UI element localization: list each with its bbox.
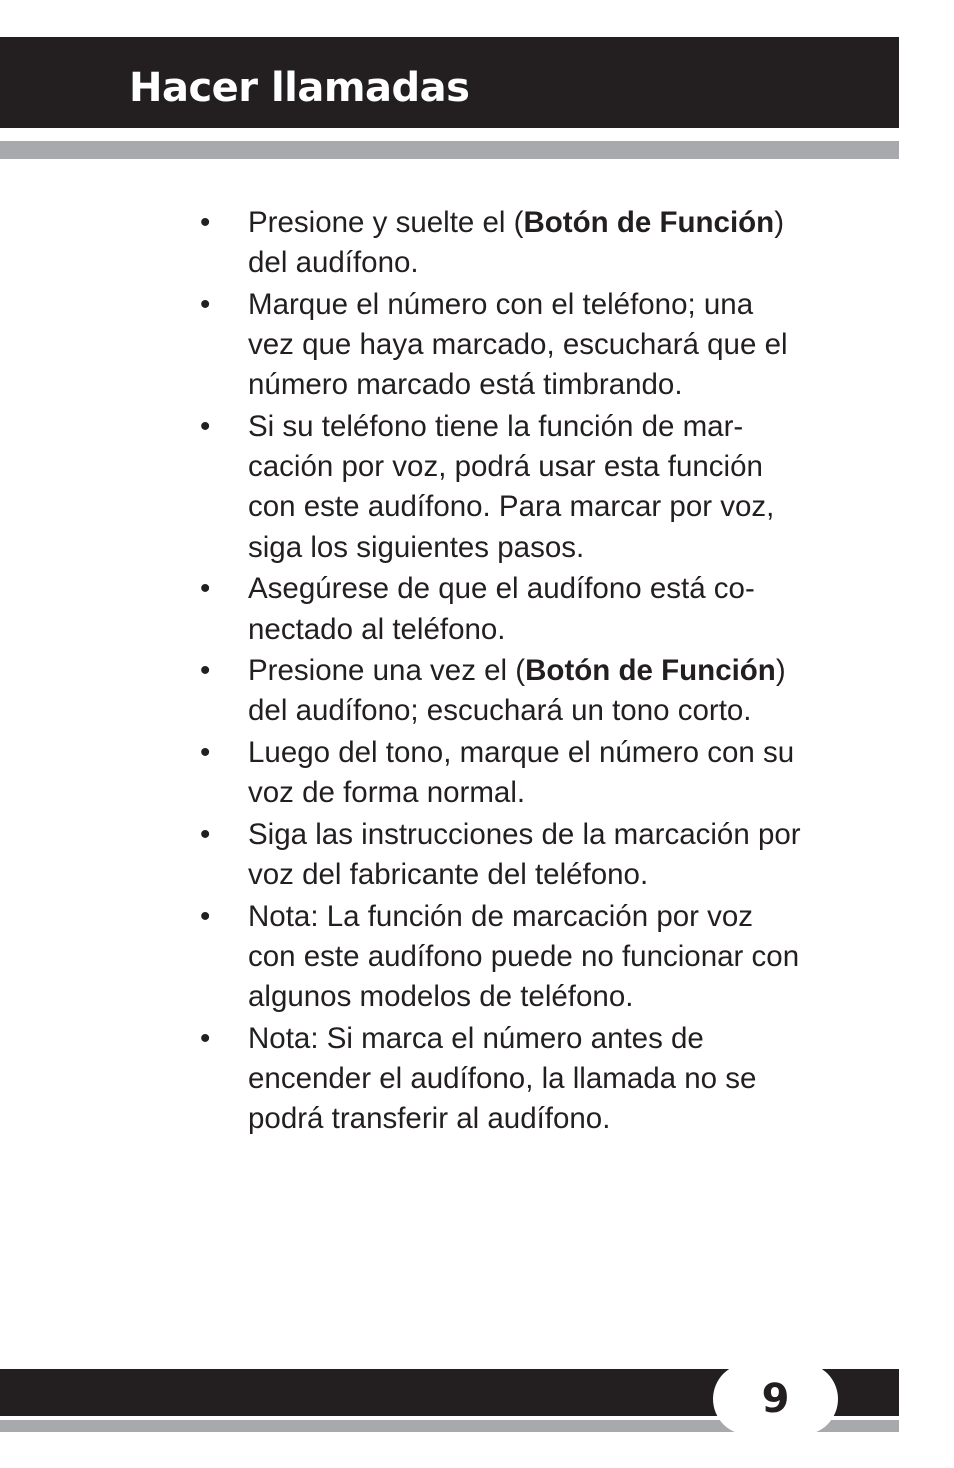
bullet-dot: • <box>200 410 211 444</box>
instruction-list <box>197 203 899 1141</box>
header-divider <box>0 141 899 159</box>
item-text-line: Nota: La función de marcación por voz <box>248 899 754 933</box>
list-item <box>197 651 899 731</box>
item-text-line: con este audífono puede no funcionar con <box>248 940 800 974</box>
list-item <box>197 815 899 895</box>
item-text-line: cación por voz, podrá usar esta función <box>248 450 763 484</box>
bullet-dot: • <box>200 572 211 606</box>
item-text-line: nectado al teléfono. <box>248 612 506 646</box>
item-text-line: vez que haya marcado, escuchará que el <box>248 328 788 362</box>
function-button-label: Botón de Función <box>525 654 776 688</box>
function-button-label: Botón de Función <box>523 206 775 239</box>
bullet-dot: • <box>200 287 211 321</box>
list-item <box>197 407 899 568</box>
page-number-badge <box>713 1363 838 1435</box>
list-item <box>197 1019 899 1140</box>
item-text-line: del audífono; escuchará un tono corto. <box>248 694 752 728</box>
list-item <box>197 569 899 649</box>
item-text-line <box>248 203 899 243</box>
bullet-dot: • <box>200 654 211 688</box>
item-text-line: del audífono. <box>248 246 419 280</box>
item-text-line: voz del fabricante del teléfono. <box>248 858 649 892</box>
list-item <box>197 285 899 406</box>
text-fragment: ) <box>775 654 786 688</box>
item-text-line <box>248 651 899 691</box>
page-number: 9 <box>761 1376 790 1422</box>
page-title: Hacer llamadas <box>129 65 470 111</box>
bullet-dot: • <box>200 1022 211 1056</box>
item-text-line: Si su teléfono tiene la función de mar- <box>248 410 744 444</box>
item-text-line: Asegúrese de que el audífono está co- <box>248 572 755 606</box>
item-text-line: con este audífono. Para marcar por voz, <box>248 490 775 524</box>
bullet-dot: • <box>200 818 211 852</box>
list-item <box>197 733 899 813</box>
item-text-line: Siga las instrucciones de la marcación por <box>248 818 801 852</box>
item-text-line: Luego del tono, marque el número con su <box>248 736 795 770</box>
list-item <box>197 897 899 1018</box>
bullet-dot: • <box>200 206 211 239</box>
item-text-line: número marcado está timbrando. <box>248 368 683 402</box>
text-fragment: Presione una vez el ( <box>248 654 526 688</box>
item-text-line: siga los siguientes pasos. <box>248 530 585 564</box>
item-text-line: Nota: Si marca el número antes de <box>248 1022 704 1056</box>
item-text-line: voz de forma normal. <box>248 776 526 810</box>
bullet-dot: • <box>200 899 211 933</box>
text-fragment: Presione y suelte el ( <box>248 206 524 239</box>
text-fragment: ) <box>774 206 785 239</box>
item-text-line: Marque el número con el teléfono; una <box>248 287 754 321</box>
list-item <box>197 203 899 283</box>
bullet-dot: • <box>200 736 211 770</box>
item-text-line: encender el audífono, la llamada no se <box>248 1062 757 1096</box>
item-text-line: algunos modelos de teléfono. <box>248 980 634 1014</box>
item-text-line: podrá transferir al audífono. <box>248 1102 611 1136</box>
